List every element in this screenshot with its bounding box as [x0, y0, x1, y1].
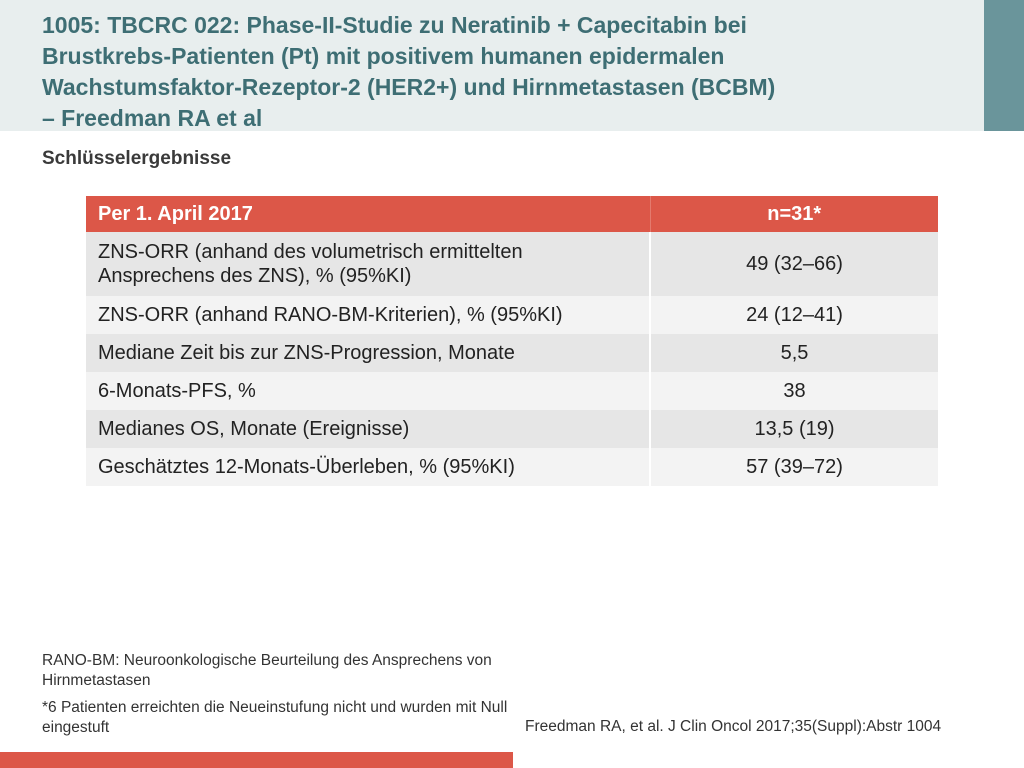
table-row [86, 372, 938, 410]
footnote-asterisk: *6 Patienten erreichten die Neueinstufung nicht und wurden mit Null eingestuft [42, 699, 508, 736]
footnote-abbreviation: RANO-BM: Neuroonkologische Beurteilung des Ansprechens von Hirnmetastasen [42, 652, 492, 689]
row-value: 49 (32–66) [650, 232, 938, 296]
table-header-row [86, 196, 938, 232]
table-row [86, 410, 938, 448]
slide-title [42, 10, 972, 134]
title-line: 1005: TBCRC 022: Phase-II-Studie zu Neratinib + Capecitabin bei [42, 12, 747, 38]
bottom-accent-bar [0, 752, 513, 768]
row-label: Geschätztes 12-Monats-Überleben, % (95%KI) [86, 448, 650, 486]
row-label: Mediane Zeit bis zur ZNS-Progression, Monate [86, 334, 650, 372]
table-row [86, 232, 938, 296]
row-value: 57 (39–72) [650, 448, 938, 486]
title-line: Wachstumsfaktor-Rezeptor-2 (HER2+) und Hirnmetastasen (BCBM) [42, 74, 776, 100]
row-label: 6-Monats-PFS, % [86, 372, 650, 410]
row-value: 38 [650, 372, 938, 410]
row-label: ZNS-ORR (anhand des volumetrisch ermittelten Ansprechens des ZNS), % (95%KI) [86, 232, 650, 296]
table-row [86, 448, 938, 486]
column-header-date: Per 1. April 2017 [86, 196, 650, 232]
column-header-n: n=31* [650, 196, 938, 232]
row-label: Medianes OS, Monate (Ereignisse) [86, 410, 650, 448]
row-value: 13,5 (19) [650, 410, 938, 448]
results-table [86, 196, 938, 486]
title-line: – Freedman RA et al [42, 105, 263, 131]
table-row [86, 296, 938, 334]
section-title: Schlüsselergebnisse [42, 148, 232, 169]
row-label: ZNS-ORR (anhand RANO-BM-Kriterien), % (95%KI) [86, 296, 650, 334]
row-value: 5,5 [650, 334, 938, 372]
row-value: 24 (12–41) [650, 296, 938, 334]
table-row [86, 334, 938, 372]
title-accent-bar [984, 0, 1024, 131]
title-line: Brustkrebs-Patienten (Pt) mit positivem humanen epidermalen [42, 43, 725, 69]
citation: Freedman RA, et al. J Clin Oncol 2017;35(Suppl):Abstr 1004 [525, 718, 942, 735]
